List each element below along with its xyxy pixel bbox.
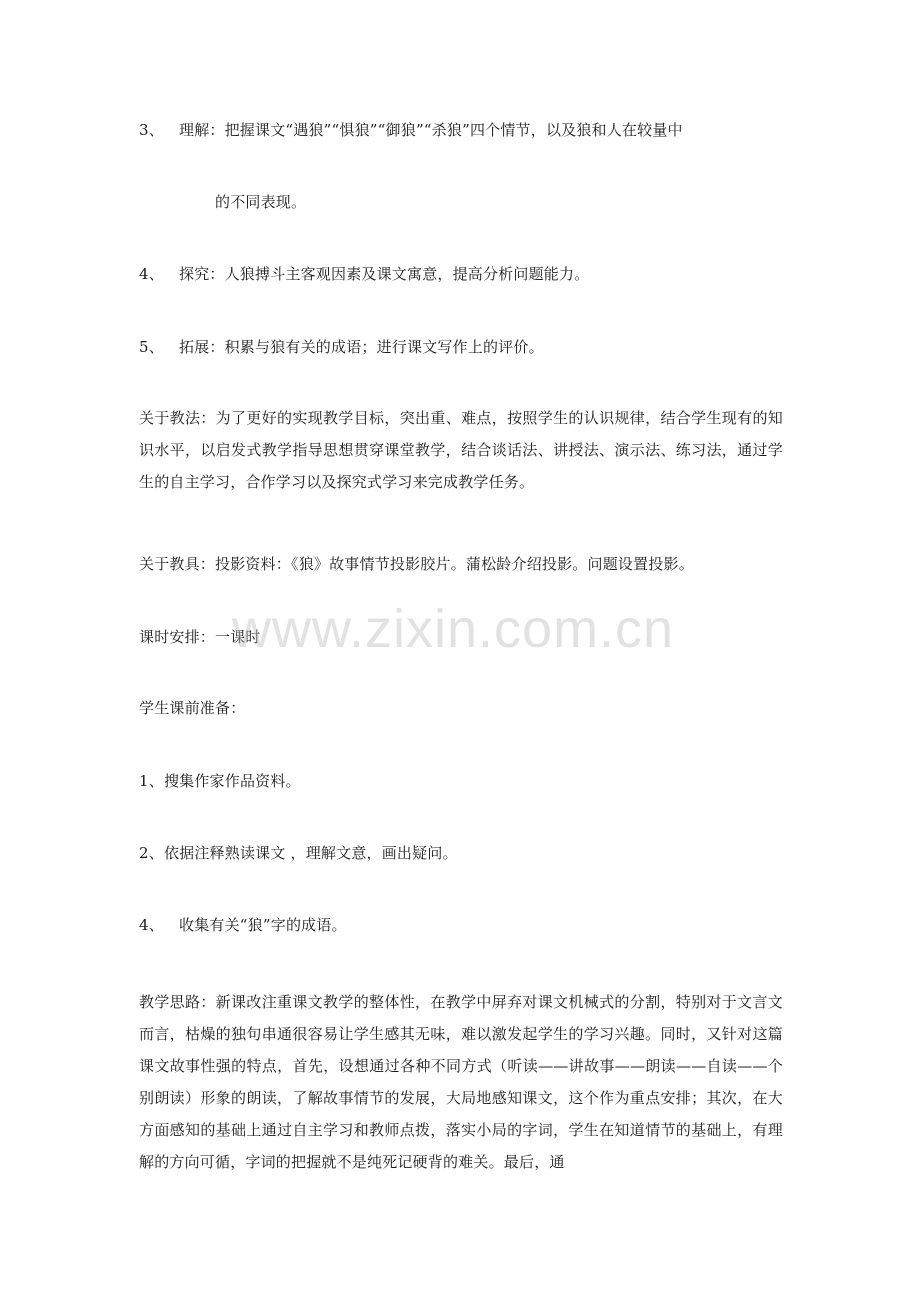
prep-heading: 学生课前准备： <box>139 699 246 717</box>
item-number: 5、 <box>139 338 164 356</box>
item-text: 理解：把握课文“遇狼”“惧狼”“御狼”“杀狼”四个情节，以及狼和人在较量中 <box>179 121 683 139</box>
objective-item-3 <box>139 120 683 140</box>
objective-item-3-continuation <box>215 192 306 212</box>
objective-item-4 <box>139 264 589 284</box>
prep-item-1: 1、搜集作家作品资料。 <box>139 772 301 790</box>
objective-item-5 <box>139 337 544 357</box>
prep-item-2: 2、依据注释熟读课文 ，理解文意，画出疑问。 <box>139 844 458 862</box>
item-number: 3、 <box>139 121 164 139</box>
item-text: 收集有关“狼”字的成语。 <box>179 916 347 934</box>
item-number: 4、 <box>139 265 164 283</box>
schedule-line: 课时安排：一课时 <box>139 628 261 646</box>
teaching-method-paragraph: 关于教法：为了更好的实现教学目标，突出重、难点，按照学生的认识规律，结合学生现有的知识水平，以启发式教学指导思想贯穿课堂教学，结合谈话法、讲授法、演示法、练习法，通过学生的自主学习，合作学习以及探究式学习来完成教学任务。 <box>139 409 783 491</box>
watermark: www.zixin.com.cn <box>232 599 675 659</box>
item-text: 探究：人狼搏斗主客观因素及课文寓意，提高分析问题能力。 <box>179 265 590 283</box>
prep-item-4 <box>139 915 347 935</box>
teaching-approach-paragraph: 教学思路：新课改注重课文教学的整体性，在教学中屏弃对课文机械式的分割，特别对于文言文而言，枯燥的独句串通很容易让学生感其无味，难以激发起学生的学习兴趣。同时，又针对这篇课文故事性强的特点，首先，设想通过各种不同方式（听读——讲故事——朗读——自读——个别朗读）形象的朗读，了解故事情节的发展，大局地感知课文，这个作为重点安排；其次，在大方面感知的基础上通过自主学习和教师点拨，落实小局的字词，学生在知道情节的基础上，有理解的方向可循，字词的把握就不是纯死记硬背的难关。最后，通 <box>139 993 783 1171</box>
item-text: 拓展：积累与狼有关的成语；进行课文写作上的评价。 <box>179 338 544 356</box>
teaching-tools-line: 关于教具：投影资料：《狼》故事情节投影胶片。蒲松龄介绍投影。问题设置投影。 <box>139 555 694 573</box>
item-text: 的不同表现。 <box>215 193 307 211</box>
item-number: 4、 <box>139 916 164 934</box>
